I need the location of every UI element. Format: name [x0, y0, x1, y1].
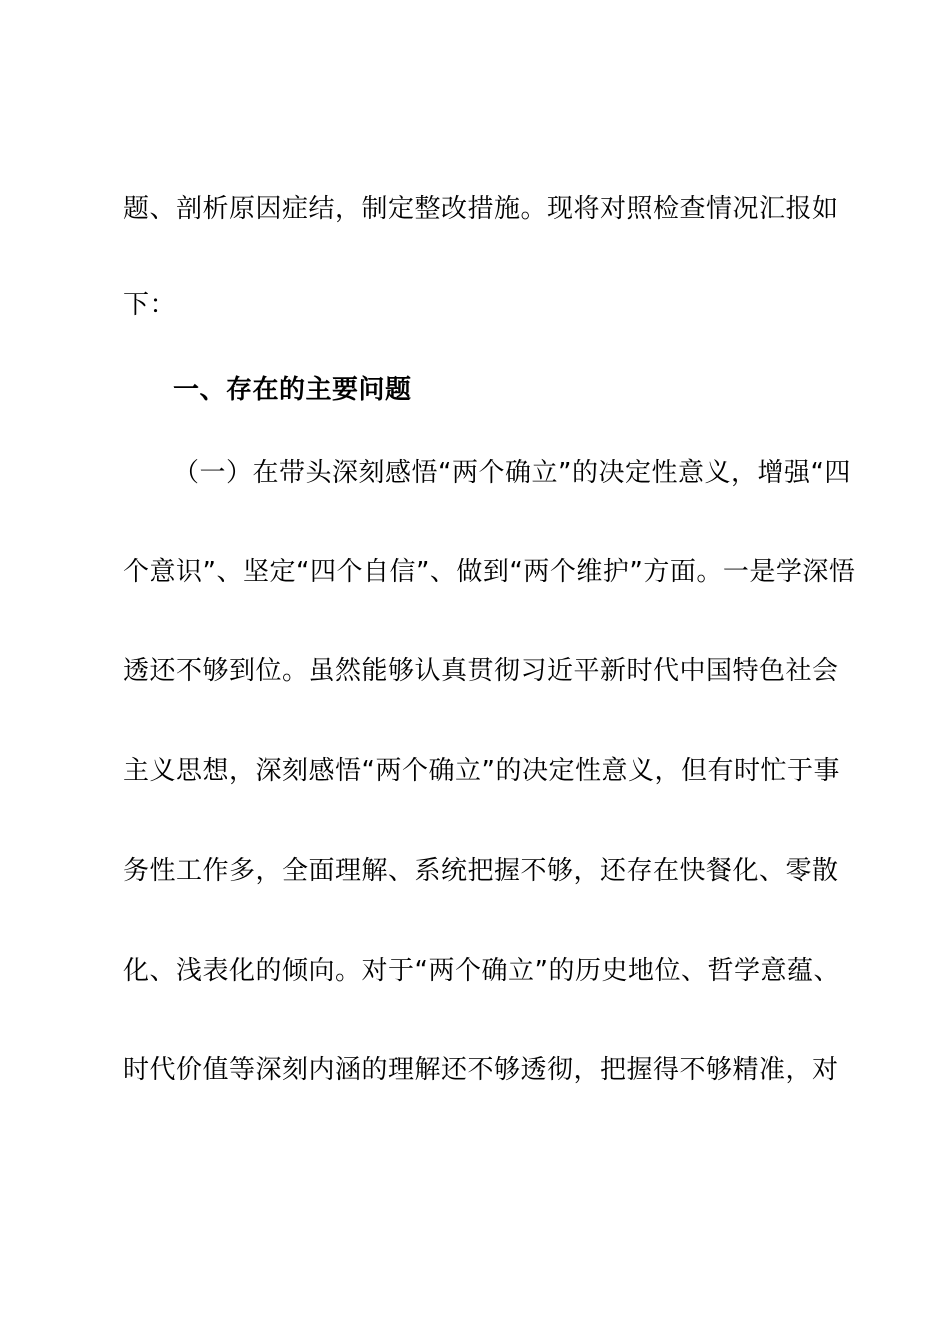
paragraph-line-6: 务性工作多，全面理解、系统把握不够，还存在快餐化、零散 [123, 856, 839, 886]
paragraph-line-2: 下： [123, 290, 177, 320]
paragraph-line-8: 时代价值等深刻内涵的理解还不够透彻，把握得不够精准，对 [123, 1055, 839, 1085]
subsection-line-1: （一）在带头深刻感悟“两个确立”的决定性意义，增强“四 [173, 458, 851, 488]
paragraph-line-4: 透还不够到位。虽然能够认真贯彻习近平新时代中国特色社会 [123, 656, 839, 686]
paragraph-line-5: 主义思想，深刻感悟“两个确立”的决定性意义，但有时忙于事 [123, 756, 840, 786]
paragraph-line-1: 题、剖析原因症结，制定整改措施。现将对照检查情况汇报如 [123, 194, 839, 224]
paragraph-line-3: 个意识”、坚定“四个自信”、做到“两个维护”方面。一是学深悟 [123, 557, 856, 587]
section-heading: 一、存在的主要问题 [173, 375, 412, 405]
paragraph-line-7: 化、浅表化的倾向。对于“两个确立”的历史地位、哲学意蕴、 [123, 956, 840, 986]
